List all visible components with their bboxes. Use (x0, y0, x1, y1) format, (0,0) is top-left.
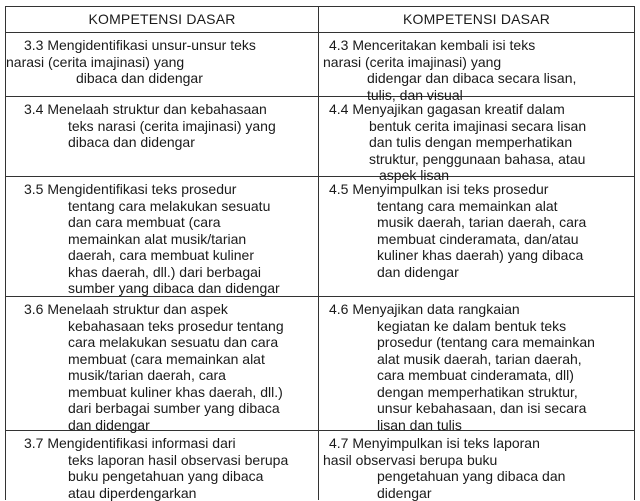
kd-text-line: aspek lisan (319, 167, 586, 184)
column-header-left: KOMPETENSI DASAR (6, 8, 318, 30)
kd-text-line: membuat kuliner khas daerah, dll.) (6, 384, 284, 401)
kd-4-7-cell (319, 435, 565, 501)
kd-text-line: 3.7 Mengidentifikasi informasi dari (6, 435, 288, 452)
kd-4-4-cell (319, 101, 586, 184)
kd-3-3-cell (6, 37, 256, 87)
kd-text-line: dengan memperhatikan struktur, (319, 384, 595, 401)
kd-text-line: 4.4 Menyajikan gagasan kreatif dalam (319, 101, 586, 118)
kd-text-line: dibaca dan didengar (6, 134, 276, 151)
kd-text-line: 3.5 Mengidentifikasi teks prosedur (6, 181, 280, 198)
kd-text-line: unsur kebahasaan, dan isi secara (319, 400, 595, 417)
kd-text-line: musik daerah, tarian daerah, cara (319, 214, 586, 231)
kd-text-line: hasil observasi berupa buku (319, 452, 565, 469)
kd-3-7-cell (6, 435, 288, 501)
kd-text-line: atau diperdengarkan (6, 485, 288, 501)
kd-text-line: 4.5 Menyimpulkan isi teks prosedur (319, 181, 586, 198)
kd-text-line: narasi (cerita imajinasi) yang (319, 54, 576, 71)
kd-text-line: teks laporan hasil observasi berupa (6, 452, 288, 469)
kd-text-line: alat musik daerah, tarian daerah, (319, 351, 595, 368)
kd-text-line: musik/tarian daerah, cara (6, 367, 284, 384)
kd-text-line: struktur, penggunaan bahasa, atau (319, 151, 586, 168)
kd-text-line: tentang cara melakukan sesuatu (6, 198, 280, 215)
kd-text-line: lisan dan tulis (319, 417, 595, 434)
table-top-border (5, 6, 635, 7)
kd-text-line: memainkan alat musik/tarian (6, 231, 280, 248)
kd-text-line: dari berbagai sumber yang dibaca (6, 400, 284, 417)
kd-text-line: 4.7 Menyimpulkan isi teks laporan (319, 435, 565, 452)
kd-text-line: 3.6 Menelaah struktur dan aspek (6, 301, 284, 318)
kd-text-line: sumber yang dibaca dan didengar (6, 280, 280, 297)
kd-text-line: dan tulis dengan memperhatikan (319, 134, 586, 151)
header-bottom-border (5, 32, 635, 33)
kd-3-4-cell (6, 101, 276, 151)
kd-4-5-cell (319, 181, 586, 280)
kd-text-line: daerah, cara membuat kuliner (6, 247, 280, 264)
kd-text-line: tentang cara memainkan alat (319, 198, 586, 215)
kd-text-line: kegiatan ke dalam bentuk teks (319, 318, 595, 335)
kd-text-line: khas daerah, dll.) dari berbagai (6, 264, 280, 281)
kd-text-line: prosedur (tentang cara memainkan (319, 334, 595, 351)
kd-text-line: 3.4 Menelaah struktur dan kebahasaan (6, 101, 276, 118)
kd-text-line: didengar (319, 485, 565, 501)
kd-text-line: 4.6 Menyajikan data rangkaian (319, 301, 595, 318)
kd-text-line: kuliner khas daerah) yang dibaca (319, 247, 586, 264)
kd-text-line: membuat (cara memainkan alat (6, 351, 284, 368)
kd-3-5-cell (6, 181, 280, 297)
kd-text-line: dan didengar (6, 417, 284, 434)
column-header-right: KOMPETENSI DASAR (319, 8, 634, 30)
kd-text-line: 4.3 Menceritakan kembali isi teks (319, 37, 576, 54)
kd-text-line: cara melakukan sesuatu dan cara (6, 334, 284, 351)
kd-4-6-cell (319, 301, 595, 433)
kd-text-line: dibaca dan didengar (6, 70, 256, 87)
kd-text-line: dan cara membuat (cara (6, 214, 280, 231)
kd-text-line: teks narasi (cerita imajinasi) yang (6, 118, 276, 135)
kd-text-line: 3.3 Mengidentifikasi unsur-unsur teks (6, 37, 256, 54)
kd-text-line: pengetahuan yang dibaca dan (319, 468, 565, 485)
kd-text-line: buku pengetahuan yang dibaca (6, 468, 288, 485)
kd-text-line: membuat cinderamata, dan/atau (319, 231, 586, 248)
kd-text-line: narasi (cerita imajinasi) yang (6, 54, 256, 71)
kd-text-line: dan didengar (319, 264, 586, 281)
kd-text-line: tulis, dan visual (319, 87, 576, 104)
kd-text-line: bentuk cerita imajinasi secara lisan (319, 118, 586, 135)
kd-4-3-cell (319, 37, 576, 103)
kd-text-line: didengar dan dibaca secara lisan, (319, 70, 576, 87)
kd-text-line: kebahasaan teks prosedur tentang (6, 318, 284, 335)
kd-text-line: cara membuat cinderamata, dll) (319, 367, 595, 384)
kd-3-6-cell (6, 301, 284, 433)
table-right-border (634, 6, 635, 500)
